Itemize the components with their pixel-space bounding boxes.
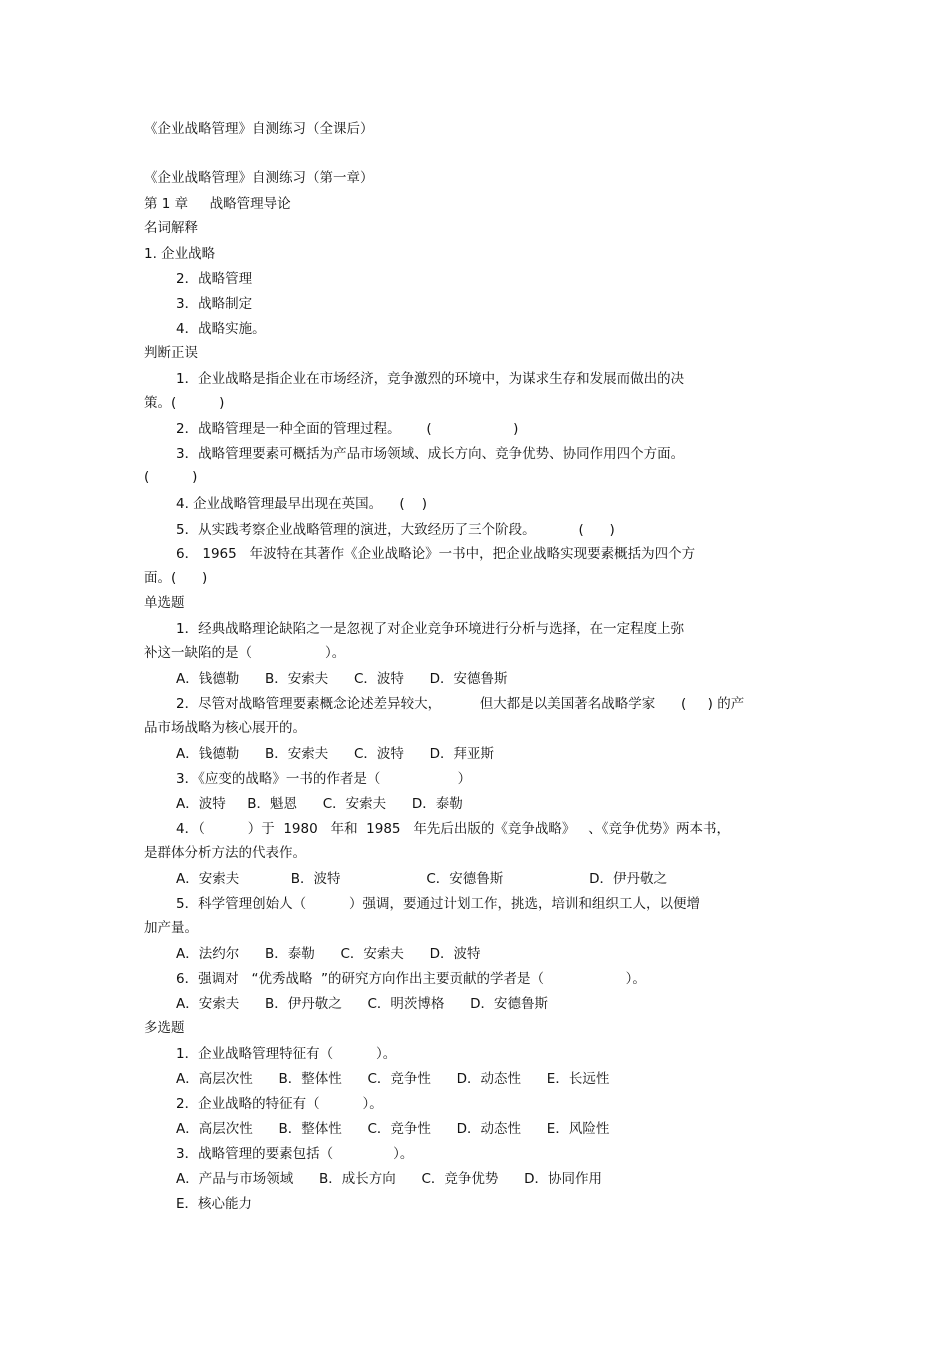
question-text: 2．尽管对战略管理要素概念论述差异较大， 但大都是以美国著名战略学家 ( ) 的产 <box>176 696 745 712</box>
question-text: 5．从实践考察企业战略管理的演进，大致经历了三个阶段。 ( ) <box>176 522 615 538</box>
question-text: 3．《应变的战略》一书的作者是（ ） <box>176 771 472 787</box>
section-multiple-choice-heading: 多选题 <box>144 1020 185 1036</box>
question-text: 6． 1965 年波特在其著作《企业战略论》一书中，把企业战略实现要素概括为四个方 <box>176 546 696 562</box>
question-text: 加产量。 <box>144 920 198 936</box>
section-terms-heading: 名词解释 <box>144 220 198 236</box>
question-text: 1．企业战略管理特征有（ ）。 <box>176 1046 397 1062</box>
question-text: ( ) <box>144 469 198 485</box>
question-text: 2．战略管理是一种全面的管理过程。 ( ) <box>176 421 519 437</box>
section-single-choice-heading: 单选题 <box>144 595 185 611</box>
question-text: 6．强调对 “优秀战略 ”的研究方向作出主要贡献的学者是（ ）。 <box>176 971 646 987</box>
question-text: 1．企业战略是指企业在市场经济，竞争激烈的环境中，为谋求生存和发展而做出的决 <box>176 371 685 387</box>
question-text: 补这一缺陷的是（ ）。 <box>144 645 346 661</box>
term-item: 3．战略制定 <box>176 296 253 312</box>
term-item: 4．战略实施。 <box>176 321 266 337</box>
question-text: 4．（ ）于 1980 年和 1985 年先后出版的《竞争战略》 、《竞争优势》两本书， <box>176 821 731 837</box>
answer-options: A．法约尔 B．泰勒 C．安索夫 D．波特 <box>176 946 481 962</box>
question-text: 2．企业战略的特征有（ ）。 <box>176 1096 383 1112</box>
section-true-false-heading: 判断正误 <box>144 345 198 361</box>
answer-options: A．波特 B．魁恩 C．安索夫 D．泰勒 <box>176 796 463 812</box>
answer-options: A．安索夫 B．波特 C．安德鲁斯 D．伊丹敬之 <box>176 871 667 887</box>
answer-options: A．安索夫 B．伊丹敬之 C．明茨博格 D．安德鲁斯 <box>176 996 549 1012</box>
answer-options: A．高层次性 B．整体性 C．竞争性 D．动态性 E．长远性 <box>176 1071 610 1087</box>
chapter-exercise-title: 《企业战略管理》自测练习（第一章） <box>144 170 374 186</box>
chapter-heading: 第 1 章 战略管理导论 <box>144 196 291 212</box>
question-text: 策。( ) <box>144 395 225 411</box>
question-text: 1．经典战略理论缺陷之一是忽视了对企业竞争环境进行分析与选择，在一定程度上弥 <box>176 621 685 637</box>
answer-options: A．钱德勒 B．安索夫 C．波特 D．安德鲁斯 <box>176 671 508 687</box>
question-text: 3．战略管理的要素包括（ ）。 <box>176 1146 414 1162</box>
question-text: 品市场战略为核心展开的。 <box>144 720 306 736</box>
answer-options: A．钱德勒 B．安索夫 C．波特 D．拜亚斯 <box>176 746 495 762</box>
term-item: 1. 企业战略 <box>144 246 216 262</box>
answer-options: A．高层次性 B．整体性 C．竞争性 D．动态性 E．风险性 <box>176 1121 610 1137</box>
question-text: 3．战略管理要素可概括为产品市场领域、成长方向、竞争优势、协同作用四个方面。 <box>176 446 685 462</box>
question-text: 面。( ) <box>144 570 208 586</box>
term-item: 2．战略管理 <box>176 271 253 287</box>
document-title: 《企业战略管理》自测练习（全课后） <box>144 121 374 137</box>
answer-options: A．产品与市场领域 B．成长方向 C．竞争优势 D．协同作用 <box>176 1171 603 1187</box>
question-text: 4. 企业战略管理最早出现在英国。 ( ) <box>176 496 428 512</box>
question-text: 5．科学管理创始人（ ）强调，要通过计划工作，挑选，培训和组织工人，以便增 <box>176 896 701 912</box>
answer-options: E．核心能力 <box>176 1196 253 1212</box>
question-text: 是群体分析方法的代表作。 <box>144 845 306 861</box>
